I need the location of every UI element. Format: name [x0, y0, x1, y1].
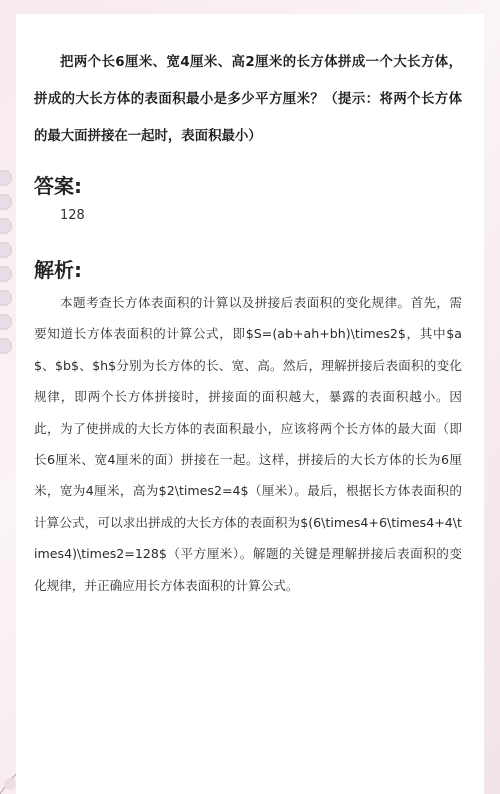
- binder-rings-decoration: [0, 170, 16, 470]
- analysis-section: [34, 287, 462, 601]
- analysis-paragraph: 本题考查长方体表面积的计算以及拼接后表面积的变化规律。首先，需要知道长方体表面积的计算公式，即$S=(ab+ah+bh)\times2$，其中$a$、$b$、$h$分别为长方体的长、宽、高。然后，理解拼接后表面积的变化规律，即两个长方体拼接时，拼接面的面积越大，暴露的表面积越小。因此，为了使拼成的大长方体的表面积最小，应该将两个长方体的最大面（即长6厘米、宽4厘米的面）拼接在一起。这样，拼接后的大长方体的长为6厘米，宽为4厘米，高为$2\times2=4$（厘米）。最后，根据长方体表面积的计算公式，可以求出拼成的大长方体的表面积为$(6\times4+6\times4+4\times4)\times2=128$（平方厘米）。解题的关键是理解拼接后表面积的变化规律，并正确应用长方体表面积的计算公式。: [34, 295, 462, 593]
- answer-value: 128: [60, 208, 85, 223]
- analysis-heading: 解析:: [34, 258, 82, 282]
- answer-heading: 答案:: [34, 174, 82, 198]
- question-text: 把两个长6厘米、宽4厘米、高2厘米的长方体拼成一个大长方体，拼成的大长方体的表面积最小是多少平方厘米？（提示：将两个长方体的最大面拼接在一起时，表面积最小）: [34, 55, 462, 144]
